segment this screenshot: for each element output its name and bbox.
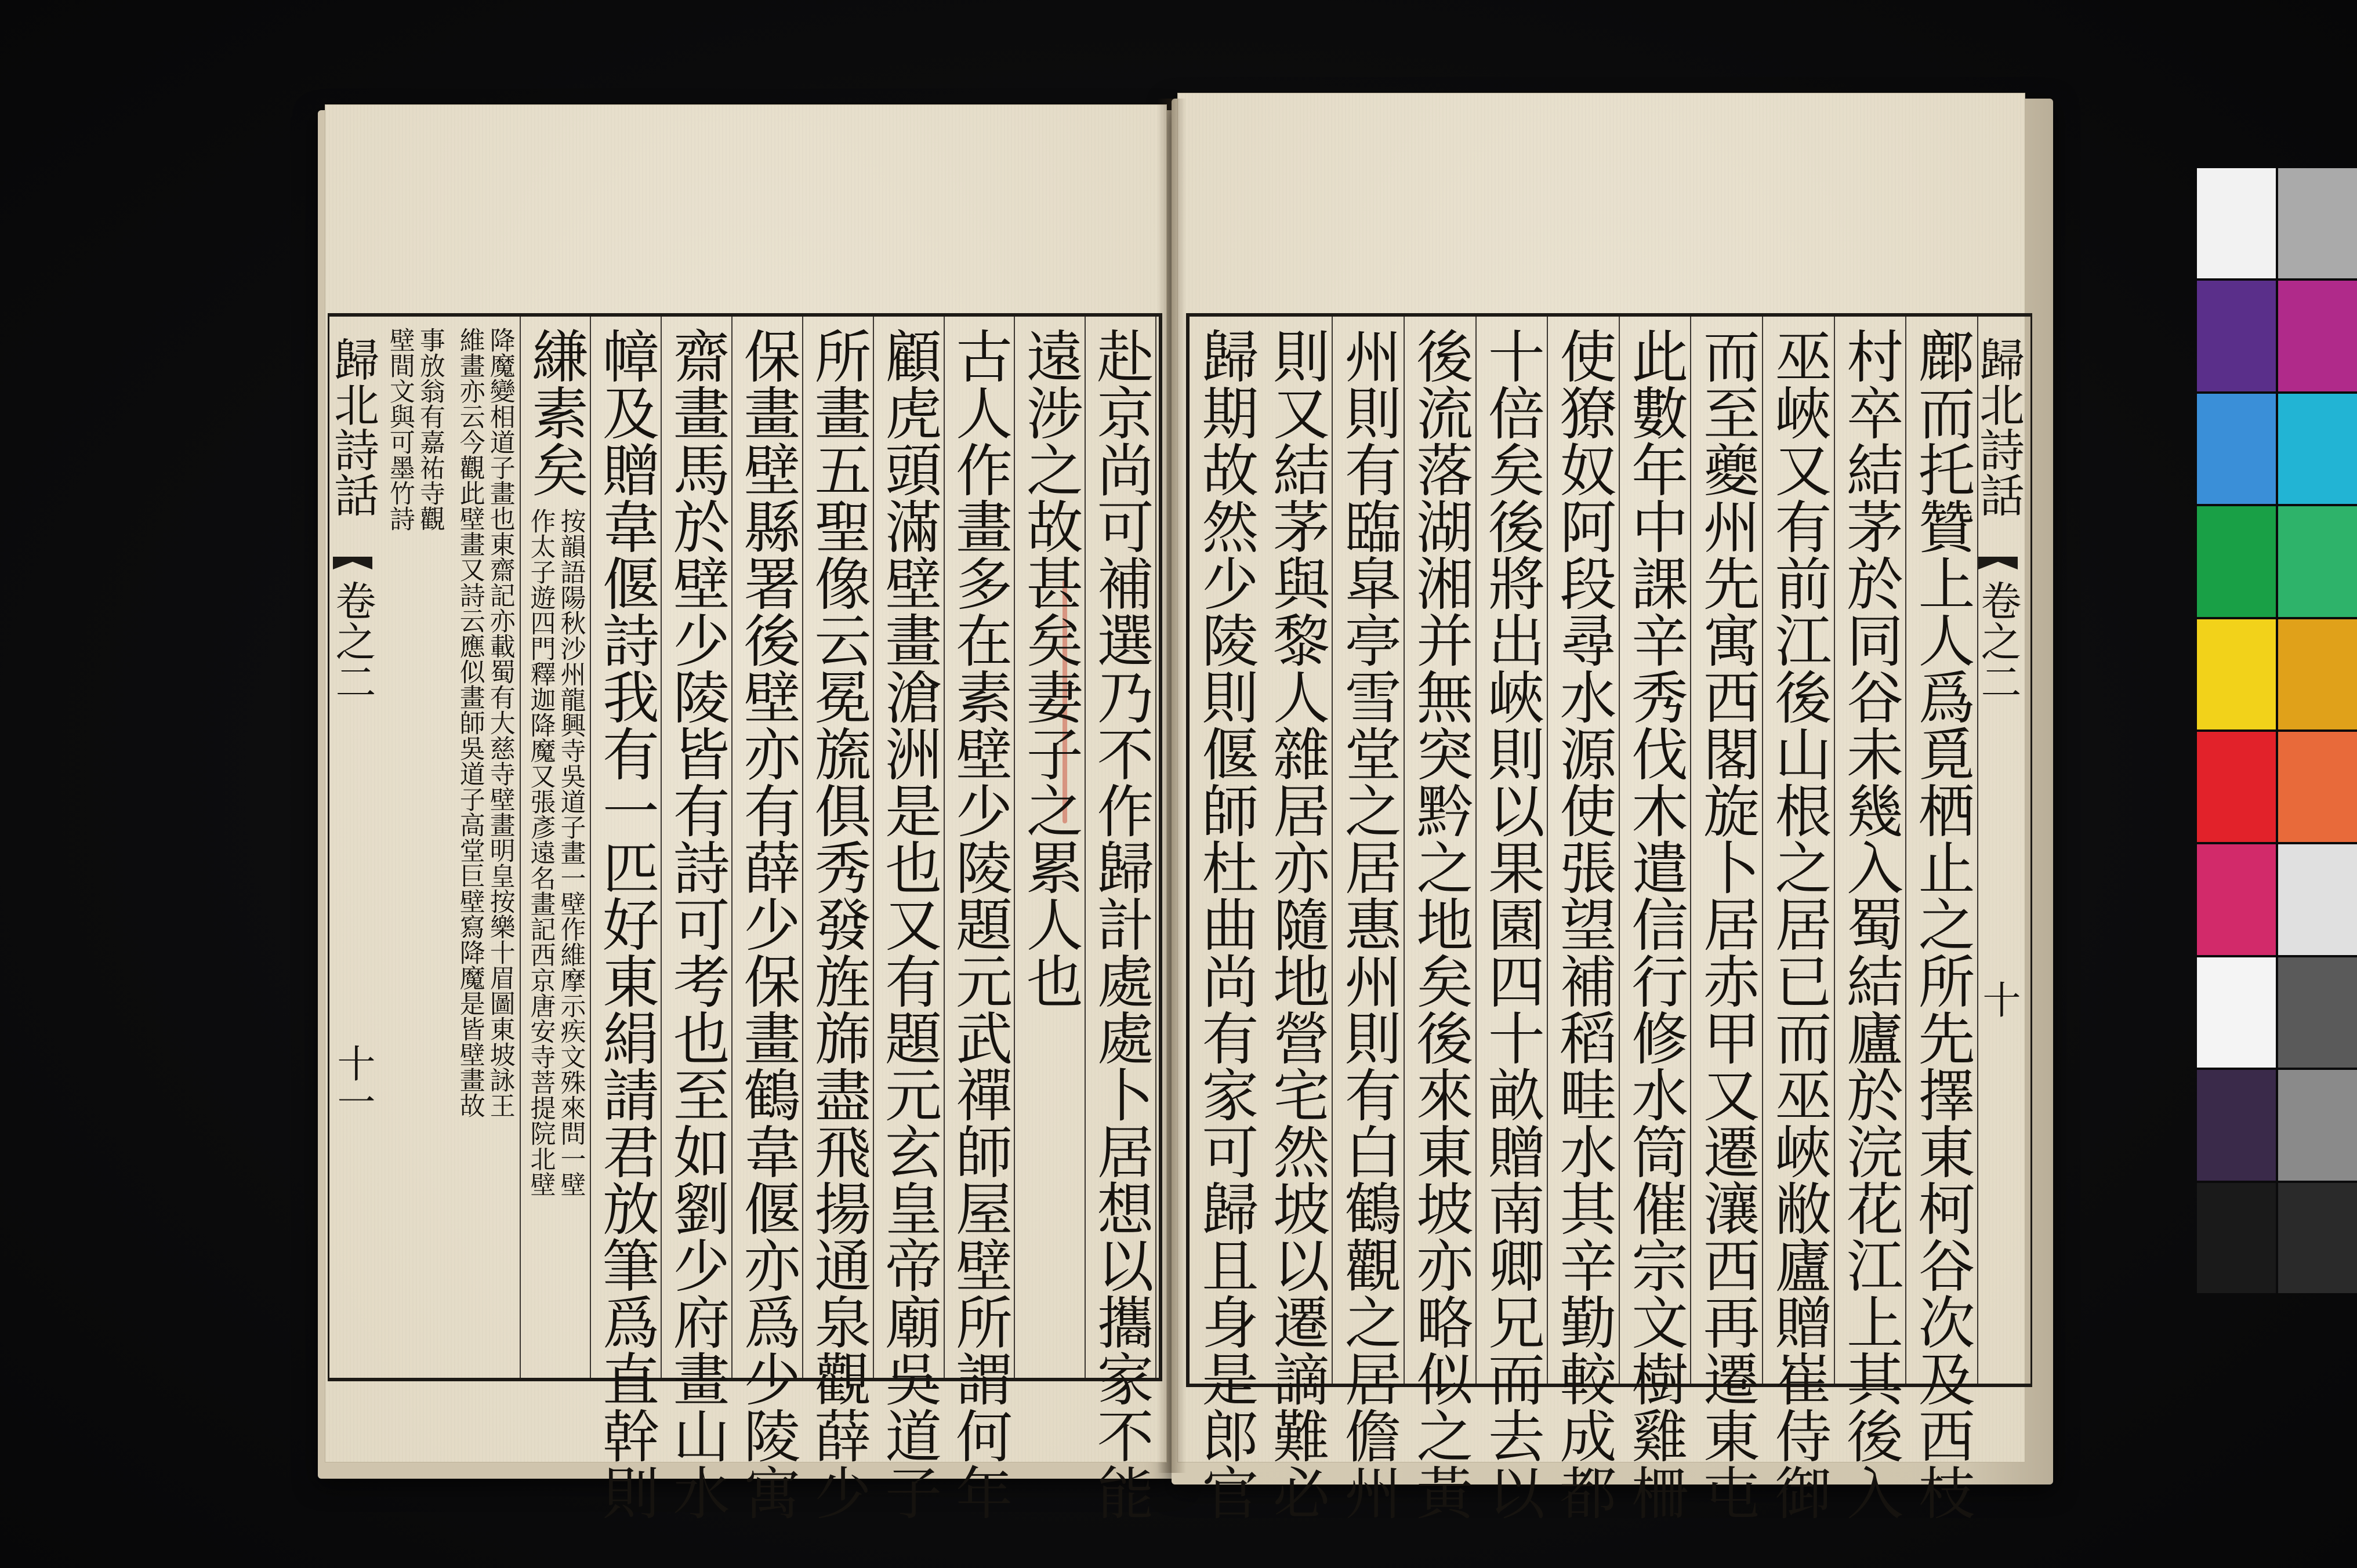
text-column	[521, 317, 592, 1378]
text-column	[733, 317, 803, 1520]
column-text: 巫峽又有前江後山根之居已而巫峽敝廬贈崔侍御	[1765, 327, 1832, 1520]
column-text: 縑素矣	[522, 327, 589, 498]
color-swatch	[2278, 732, 2357, 842]
color-swatch	[2197, 168, 2276, 278]
color-swatch	[2278, 506, 2357, 616]
text-column	[1015, 317, 1086, 1378]
column-text: 顧虎頭滿壁畫滄洲是也又有題元玄皇帝廟吳道子	[875, 327, 942, 1520]
color-swatch	[2197, 844, 2276, 954]
text-column	[1190, 317, 1261, 1520]
right-fishtail-mark	[1978, 557, 2018, 569]
annotation-line: 壁間文與可墨竹詩	[385, 327, 415, 531]
annotation-line: 作太子遊四門釋迦降魔又張彥遠名畫記西京唐安寺菩提院北壁	[525, 508, 556, 1197]
color-swatch	[2278, 844, 2357, 954]
column-text: 所畫五聖像云冕旒俱秀發旌旆盡飛揚通泉觀薛少	[804, 327, 871, 1520]
left-banxin-page	[329, 1044, 376, 1120]
left-juan-label: 卷之二	[329, 580, 376, 702]
right-juan-label: 卷之二	[1974, 580, 2022, 702]
text-column	[1835, 317, 1907, 1520]
column-text: 遠涉之故甚矣妻子之累人也	[1017, 327, 1083, 1009]
color-swatch	[2278, 957, 2357, 1068]
right-page-frame	[1186, 313, 2032, 1520]
color-swatch	[2197, 732, 2276, 842]
text-column	[874, 317, 945, 1520]
column-text: 則又結茅與黎人雜居亦隨地營宅然坡以遷謫難必	[1263, 327, 1330, 1520]
color-swatch	[2278, 1070, 2357, 1180]
text-column	[1906, 317, 1978, 1520]
color-swatch	[2197, 506, 2276, 616]
annotation-notes	[457, 327, 513, 1118]
right-page-number: 十	[1976, 980, 2021, 1018]
left-banxin	[327, 313, 379, 1374]
color-swatch	[2197, 1183, 2276, 1293]
text-column	[379, 317, 450, 1378]
text-column	[1261, 317, 1333, 1520]
annotation-line: 維畫亦云今觀此壁畫又詩云應似畫師吳道子高堂巨壁寫降魔是皆壁畫故	[455, 327, 485, 1118]
right-banxin-juan	[1975, 580, 2021, 702]
column-text: 後流落湖湘并無突黔之地矣後來東坡亦略似之黃	[1406, 327, 1473, 1520]
left-banxin-title	[327, 336, 379, 517]
text-column	[591, 317, 662, 1520]
annotation-line: 事放翁有嘉祐寺觀	[415, 327, 445, 531]
color-swatch	[2197, 281, 2276, 391]
color-checker-card	[2197, 168, 2357, 1293]
text-column	[1691, 317, 1763, 1520]
annotation-notes	[525, 508, 586, 1197]
left-banxin-juan	[329, 580, 376, 702]
color-swatch	[2278, 394, 2357, 504]
left-page-frame	[328, 313, 1162, 1520]
column-text: 十倍矣後將出峽則以果園四十畝贈南卿兄而去以	[1478, 327, 1545, 1520]
color-swatch	[2278, 619, 2357, 729]
text-column	[450, 317, 521, 1378]
left-fishtail-mark	[333, 557, 372, 569]
right-banxin-page	[1975, 980, 2021, 1018]
right-page-text	[1190, 317, 1978, 1520]
text-column	[1763, 317, 1835, 1520]
left-page-number: 十一	[331, 1044, 375, 1120]
text-column	[1548, 317, 1620, 1520]
color-swatch	[2197, 619, 2276, 729]
column-text: 鄜而托贊上人爲覓栖止之所先擇東柯谷次及西枝	[1909, 327, 1975, 1520]
color-swatch	[2197, 1070, 2276, 1180]
column-text: 歸期故然少陵則偃師杜曲尚有家可歸且身是郎官	[1192, 327, 1259, 1520]
column-text: 使獠奴阿段尋水源使張望補稻畦水其辛勤較成都	[1550, 327, 1616, 1520]
text-column	[1620, 317, 1692, 1520]
annotation-notes	[387, 327, 443, 531]
right-book-title: 歸北詩話	[1972, 336, 2024, 517]
color-swatch	[2278, 281, 2357, 391]
column-text: 保畫壁縣署後壁亦有薛少保畫鶴韋偃亦爲少陵寓	[734, 327, 800, 1520]
color-swatch	[2278, 1183, 2357, 1293]
column-text: 赴京尚可補選乃不作歸計處處卜居想以攜家不能	[1087, 327, 1154, 1520]
color-swatch	[2197, 957, 2276, 1068]
text-column	[945, 317, 1016, 1520]
column-text: 村卒結茅於同谷未幾入蜀結廬於浣花江上其後入	[1837, 327, 1903, 1520]
column-text: 州則有臨皐亭雪堂之居惠州則有白鶴觀之居儋州	[1335, 327, 1402, 1520]
text-column	[662, 317, 733, 1520]
left-page-text	[379, 317, 1156, 1520]
right-banxin-title	[1972, 336, 2024, 517]
text-column	[1333, 317, 1405, 1520]
color-swatch	[2197, 394, 2276, 504]
column-text: 古人作畫多在素壁少陵題元武禪師屋壁所謂何年	[946, 327, 1013, 1520]
column-text: 而至夔州先寓西閣旋卜居赤甲又遷瀼西再遷東屯	[1694, 327, 1760, 1520]
text-column	[803, 317, 874, 1520]
annotation-line: 降魔變相道子畫也東齋記亦載蜀有大慈寺壁畫明皇按樂十眉圖東坡詠王	[485, 327, 515, 1118]
text-column	[1405, 317, 1477, 1520]
column-text: 齋畫馬於壁少陵皆有詩可考也至如劉少府畫山水	[663, 327, 730, 1520]
column-text: 此數年中課辛秀伐木遣信行修水筒催宗文樹雞柵	[1622, 327, 1688, 1520]
column-text: 幛及贈韋偃詩我有一匹好東絹請君放筆爲直幹則	[593, 327, 659, 1520]
left-book-title: 歸北詩話	[327, 336, 379, 517]
text-column	[1477, 317, 1549, 1520]
right-banxin	[1972, 313, 2024, 1374]
annotation-line: 按韻語陽秋沙州龍興寺吳道子畫一壁作維摩示疾文殊來問一壁	[556, 508, 586, 1197]
color-swatch	[2278, 168, 2357, 278]
text-column	[1086, 317, 1156, 1520]
